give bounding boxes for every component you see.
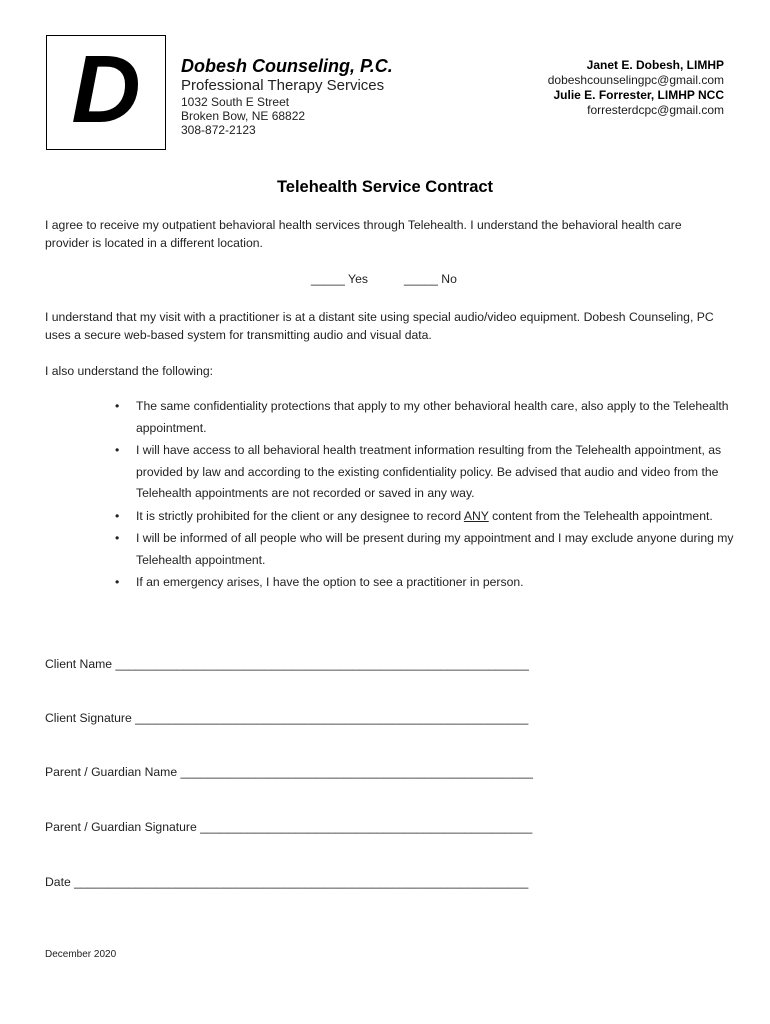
logo-letter: D <box>71 35 141 143</box>
client-name-field[interactable]: Client Name _____________________________________________________________ <box>45 657 529 671</box>
bullet-icon: • <box>115 399 120 413</box>
emphasis-text: ANY <box>463 508 489 523</box>
practitioner-name: Janet E. Dobesh, LIMHP <box>586 58 724 72</box>
company-name: Dobesh Counseling, P.C. <box>181 56 393 76</box>
company-phone: 308-872-2123 <box>181 123 256 137</box>
list-item <box>115 506 735 528</box>
list-item <box>115 396 735 439</box>
bullet-icon: • <box>115 508 120 523</box>
guardian-name-field[interactable]: Parent / Guardian Name ____________________________________________________ <box>45 765 533 779</box>
bullet-icon: • <box>115 531 120 545</box>
list-item-text: I will have access to all behavioral health treatment information resulting from the Telehealth appointment, as provided by law and according to the existing confidentiality policy. Be advised that audio and video from the Telehealth appointments are not recorded or saved in any way. <box>136 443 722 500</box>
list-item-text: The same confidentiality protections that apply to my other behavioral health care, also apply to the Telehealth appointment. <box>136 399 729 435</box>
yes-option[interactable]: _____ Yes <box>311 272 368 286</box>
address-line-2: Broken Bow, NE 68822 <box>181 109 306 123</box>
list-item-text <box>136 509 713 523</box>
no-option[interactable]: _____ No <box>404 272 457 286</box>
bullet-icon: • <box>115 575 120 589</box>
list-item-text: If an emergency arises, I have the option to see a practitioner in person. <box>136 575 524 589</box>
company-info <box>181 55 393 137</box>
guardian-signature-field[interactable]: Parent / Guardian Signature _________________________________________________ <box>45 820 533 834</box>
list-item <box>115 572 735 594</box>
practitioner-email: forresterdcpc@gmail.com <box>587 103 724 117</box>
following-intro: I also understand the following: <box>45 364 214 378</box>
practitioner-email: dobeshcounselingpc@gmail.com <box>547 73 724 87</box>
footer-date: December 2020 <box>45 949 117 960</box>
practitioner-contacts <box>548 58 724 118</box>
document-title: Telehealth Service Contract <box>276 178 494 196</box>
list-item-text: I will be informed of all people who will be present during my appointment and I may exclude anyone during my Telehealth appointment. <box>136 531 734 567</box>
date-field[interactable]: Date ___________________________________________________________________ <box>45 875 529 889</box>
list-item-text-end: content from the Telehealth appointment. <box>488 508 713 523</box>
list-item-text-start: It is strictly prohibited for the client or any designee to record <box>136 508 464 523</box>
company-logo <box>46 35 166 150</box>
address-line-1: 1032 South E Street <box>181 95 290 109</box>
agreement-paragraph: I agree to receive my outpatient behavioral health services through Telehealth. I understand the behavioral health care provider is located in a different location. <box>45 218 682 250</box>
list-item <box>115 440 735 505</box>
client-signature-field[interactable]: Client Signature __________________________________________________________ <box>45 711 529 725</box>
practitioner-name: Julie E. Forrester, LIMHP NCC <box>553 88 724 102</box>
company-subtitle: Professional Therapy Services <box>181 77 385 94</box>
bullet-icon: • <box>115 443 120 457</box>
terms-list <box>115 396 735 595</box>
list-item <box>115 528 735 571</box>
understanding-paragraph: I understand that my visit with a practitioner is at a distant site using special audio/video equipment. Dobesh Counseling, PC uses a secure web-based system for transmitting audio and visual data. <box>45 310 714 342</box>
